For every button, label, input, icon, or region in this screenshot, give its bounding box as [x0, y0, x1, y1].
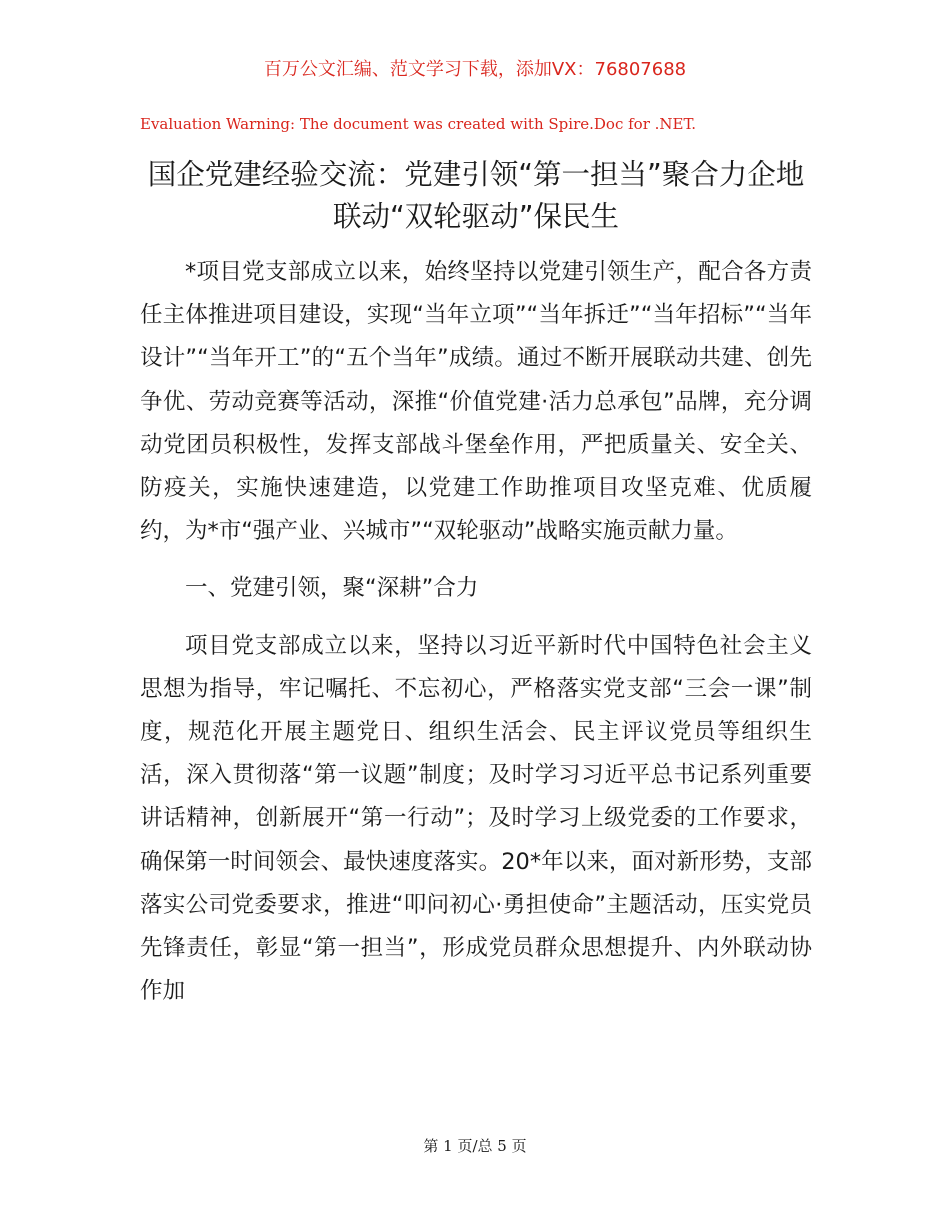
evaluation-warning: Evaluation Warning: The document was created with Spire.Doc for .NET. — [140, 115, 697, 133]
document-title: 国企党建经验交流：党建引领“第一担当”聚合力企地联动“双轮驱动”保民生 — [147, 158, 805, 233]
section-heading: 一、党建引领，聚“深耕”合力 — [185, 575, 479, 602]
document-body — [140, 251, 812, 1027]
paragraph-intro: *项目党支部成立以来，始终坚持以党建引领生产，配合各方责任主体推进项目建设，实现“当年立项”“当年拆迁”“当年招标”“当年设计”“当年开工”的“五个当年”成绩。通过不断开展联动共建、创先争优、劳动竞赛等活动，深推“价值党建·活力总承包”品牌，充分调动党团员积极性，发挥支部战斗堡垒作用，严把质量关、安全关、防疫关，实施快速建造，以党建工作助推项目攻坚克难、优质履约，为*市“强产业、兴城市”“双轮驱动”战略实施贡献力量。 — [140, 259, 812, 545]
paragraph-section-one: 项目党支部成立以来，坚持以习近平新时代中国特色社会主义思想为指导，牢记嘱托、不忘初心，严格落实党支部“三会一课”制度，规范化开展主题党日、组织生活会、民主评议党员等组织生活，深入贯彻落“第一议题”制度；及时学习习近平总书记系列重要讲话精神，创新展开“第一行动”；及时学习上级党委的工作要求，确保第一时间领会、最快速度落实。20*年以来，面对新形势，支部落实公司党委要求，推进“叩问初心·勇担使命”主题活动，压实党员先锋责任，彰显“第一担当”，形成党员群众思想提升、内外联动协作加 — [140, 632, 812, 1005]
header-banner: 百万公文汇编、范文学习下载，添加VX：76807688 — [263, 59, 687, 80]
page-number: 第 1 页/总 5 页 — [423, 1137, 527, 1155]
